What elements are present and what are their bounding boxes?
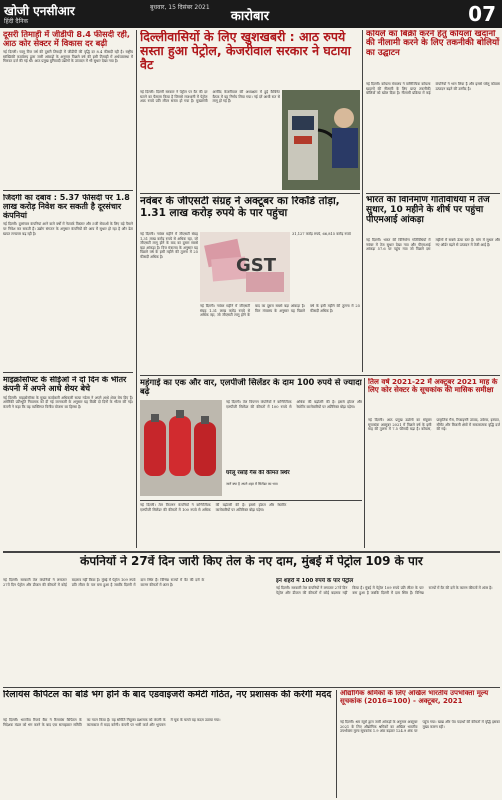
gst-figures: 31,127 करोड़ रुपये, 66,815 करोड़ रुपये (292, 232, 351, 236)
divider (140, 500, 362, 501)
article-body: नई दिल्ली। दूरसंचार कंपनियां आने वाले वर्षों में नेटवर्क विस्तार और 5जी सेवाओं के लिए बड़े पैमाने पर निवेश कर सकती हैं। उद्योग संगठन के अनुसार कंपनियों की आय में सुधार हो रहा है और डेटा खपत लगातार बढ़ रही है। (3, 222, 133, 236)
article-headline: नवंबर के जीएसटी संग्रह ने अक्टूबर का रिकॉर्ड तोड़ा, 1.31 लाख करोड़ रुपये के पार पहुंचा (140, 196, 340, 219)
article-microsoft (3, 376, 133, 548)
divider (3, 190, 133, 191)
lpg-cylinder-photo (140, 400, 222, 496)
article-body: नई दिल्ली। आठ प्रमुख उद्योगों का संयुक्त सूचकांक अक्टूबर 2021 में पिछले वर्ष के इसी माह की तुलना में 7.5 फीसदी बढ़ा है। कोयला, प्राकृतिक गैस, रिफाइनरी उत्पाद, उर्वरक, इस्पात, सीमेंट और बिजली क्षेत्रों में सकारात्मक वृद्धि दर्ज की गई। (368, 418, 500, 432)
newspaper-subtitle: हिंदी दैनिक (4, 18, 29, 25)
petrol-pump-illustration (282, 90, 360, 190)
article-body: नई दिल्ली। चालू वित्त वर्ष की दूसरी तिमाही में जीडीपी की वृद्धि दर 8.4 फीसदी रही है। राष्ट्रीय सांख्यिकी कार्यालय द्वारा जारी आंकड़ों के अनुसार पिछले वर्ष की इसी तिमाही में अर्थव्यवस्था में गिरावट दर्ज की गई थी। आठ प्रमुख बुनियादी उद्योगों के उत्पादन में भी सुधार देखा गया है। (3, 50, 133, 64)
table-title: इन शहरों में 100 रुपये के पार पेट्रोल (276, 578, 354, 584)
article-headline: दिल्लीवासियों के लिए खुशखबरी : आठ रुपये सस्ता हुआ पेट्रोल, केजरीवाल सरकार ने घटाया वैट (140, 30, 351, 72)
article-headline: जिंदगी का दबाव : 5.37 फीसदी पर 1.8 लाख करोड़ निवेश कर सकती है दूरसंचार कंपनियां (3, 194, 130, 220)
article-body: नई दिल्ली। नवंबर महीने में जीएसटी संग्रह 1.31 लाख करोड़ रुपये से अधिक रहा, जो जीएसटी लागू होने के बाद का दूसरा सबसे बड़ा आंकड़ा है। वित्त मंत्रालय के अनुसार यह पिछले वर्ष के इसी महीने की तुलना में 25 फीसदी अधिक है। (140, 232, 198, 259)
divider (3, 551, 500, 553)
issue-date: बुधवार, 15 दिसंबर 2021 (150, 4, 210, 11)
article-body: नई दिल्ली। दिल्ली सरकार ने पेट्रोल पर वैट की दर घटाने का फैसला किया है जिससे राजधानी में पेट्रोल आठ रुपये प्रति लीटर सस्ता हो गया है। मुख्यमंत्री अरविंद केजरीवाल की अध्यक्षता में हुई कैबिनेट बैठक में यह निर्णय लिया गया। नई दरें आधी रात से लागू हो गई हैं। (140, 90, 280, 104)
article-coal (366, 30, 500, 80)
article-headline: कोयले का बिक्री करने हेतु कोयला खदानों की नीलामी करने के लिए तकनीकी बोलियों का उद्घाटन (366, 30, 500, 58)
article-body: नई दिल्ली। कोयला मंत्रालय ने वाणिज्यिक कोयला खदानों की नीलामी के लिए प्राप्त तकनीकी बोलियों को खोल दिया है। नीलामी प्रक्रिया में कई कंपनियों ने भाग लिया है और इससे घरेलू कोयला उत्पादन बढ़ने की उम्मीद है। (366, 82, 500, 96)
article-body: नई दिल्ली। माइक्रोसॉफ्ट के मुख्य कार्यकारी अधिकारी सत्या नडेला ने अपने आधे शेयर बेच दिए हैं। अमेरिकी प्रतिभूति नियामक को दी गई जानकारी के अनुसार यह बिक्री दो दिनों के भीतर की गई। कंपनी ने कहा कि यह व्यक्तिगत वित्तीय योजना का हिस्सा है। (3, 395, 133, 409)
newspaper-logo: खोजी एनसीआर (4, 4, 75, 18)
column-divider (364, 378, 365, 548)
divider (140, 193, 360, 194)
table-body: नई दिल्ली। सरकारी तेल कंपनियों ने लगातार 27वें दिन पेट्रोल और डीजल की कीमतों में कोई बदलाव नहीं किया है। मुंबई में पेट्रोल 109 रुपये प्रति लीटर के पार बना हुआ है जबकि दिल्ली में दाम स्थिर हैं। विभिन्न राज्यों में वैट की दरों के कारण कीमतों में अंतर है। (276, 586, 493, 595)
article-manufacturing (366, 196, 500, 236)
article-headline: औद्योगिक श्रमिकों के लिए अखिल भारतीय उपभोक्ता मूल्य सूचकांक (2016=100) - अक्टूबर, 2021 (340, 690, 489, 705)
gst-image-label: GST (236, 255, 277, 276)
article-headline: कंपनियों ने 27वें दिन जारी किए तेल के नए दाम, मुंबई में पेट्रोल 109 के पार (80, 555, 423, 568)
article-body: नई दिल्ली। सरकारी तेल कंपनियों ने लगातार 27वें दिन पेट्रोल और डीजल की कीमतों में कोई बदलाव नहीं किया है। मुंबई में पेट्रोल 109 रुपये प्रति लीटर के पार बना हुआ है जबकि दिल्ली में दाम स्थिर हैं। विभिन्न राज्यों में वैट की दरों के कारण कीमतों में अंतर है। (3, 578, 205, 587)
divider (366, 193, 500, 194)
divider (140, 375, 500, 376)
article-lead (140, 30, 360, 88)
article-telecom (3, 194, 133, 372)
article-reliance (3, 690, 333, 716)
article-body: नई दिल्ली। श्रम ब्यूरो द्वारा जारी आंकड़ों के अनुसार अक्टूबर 2021 के लिए औद्योगिक श्रमिकों का अखिल भारतीय उपभोक्ता मूल्य सूचकांक 1.9 अंक बढ़कर 124.9 अंक पर पहुंच गया। खाद्य और पेय पदार्थों की कीमतों में वृद्धि इसका मुख्य कारण रही। (340, 720, 500, 734)
article-headline: माइक्रोसॉफ्ट के सीईओ ने दो दिन के भीतर कंपनी में अपने आधे शेयर बेचे (3, 376, 127, 393)
fuel-table (276, 578, 500, 684)
article-headline: तिल वर्ष 2021-22 में अक्टूबर 2021 माह के लिए कोर सेक्टर के सूचकांक की मासिक समीक्षा (368, 378, 498, 394)
petrol-pump-photo (282, 90, 360, 190)
article-body: नई दिल्ली। भारतीय रिजर्व बैंक ने रिलायंस कैपिटल के निदेशक मंडल को भंग करने के बाद एक सलाहकार समिति का गठन किया है। यह समिति नियुक्त प्रशासक को कंपनी के कामकाज में मदद करेगी। कंपनी पर भारी कर्ज और भुगतान में चूक के चलते यह कदम उठाया गया। (3, 718, 221, 727)
article-body-continued: नई दिल्ली। तेल विपणन कंपनियों ने वाणिज्यिक एलपीजी सिलेंडर की कीमतों में 100 रुपये से अधिक की बढ़ोतरी की है। इससे होटल और रेस्टोरेंट कारोबारियों पर अतिरिक्त बोझ पड़ेगा। (140, 503, 287, 512)
article-core-sector (368, 378, 500, 416)
article-body-continued: नई दिल्ली। नवंबर महीने में जीएसटी संग्रह 1.31 लाख करोड़ रुपये से अधिक रहा, जो जीएसटी लागू होने के बाद का दूसरा सबसे बड़ा आंकड़ा है। वित्त मंत्रालय के अनुसार यह पिछले वर्ष के इसी महीने की तुलना में 25 फीसदी अधिक है। (200, 304, 360, 318)
photo-caption: जानें क्या है अपने शहर में सिलेंडर का भाव (226, 482, 278, 486)
column-divider (336, 690, 337, 798)
article-headline: भारत की विनिर्माण गतिविधियों में तेज सुधार, 10 महीने के शीर्ष पर पहुंचा पीएमआई आंकड़ा (366, 196, 490, 225)
article-body: नई दिल्ली। तेल विपणन कंपनियों ने वाणिज्यिक एलपीजी सिलेंडर की कीमतों में 100 रुपये से अधिक की बढ़ोतरी की है। इससे होटल और रेस्टोरेंट कारोबारियों पर अतिरिक्त बोझ पड़ेगा। (226, 400, 362, 409)
article-headline: रिलायंस कैपिटल का बोर्ड भंग होने के बाद एडवाइजरी कमेटी गठित, नए प्रशासक की करेगी मदद (3, 690, 332, 700)
article-cpi (340, 690, 500, 718)
divider (3, 687, 500, 688)
article-gdp (3, 30, 133, 190)
article-subhead: घरेलू रसोई गैस की कीमत स्थिर (226, 470, 290, 476)
column-divider (362, 30, 363, 372)
article-gst (140, 196, 360, 230)
column-divider (136, 30, 137, 548)
article-headline: महंगाई का एक और वार, एलपीजी सिलेंडर के दाम 100 रुपये से ज्यादा बढ़े (140, 378, 362, 397)
masthead (0, 0, 502, 28)
article-lpg (140, 378, 362, 398)
page-number: 07 (468, 2, 496, 26)
article-body: नई दिल्ली। भारत की विनिर्माण गतिविधियों में नवंबर में तेज सुधार देखा गया और पीएमआई आंकड़ा 57.6 पर पहुंच गया जो पिछले दस महीनों में सबसे ऊंचा स्तर है। मांग में सुधार और नए ऑर्डर बढ़ने से उत्पादन में तेजी आई है। (366, 238, 500, 252)
article-headline: दूसरी तिमाही में जीडीपी 8.4 फीसदी रही, आठ कोर सेक्टर में विकास दर बढ़ी (3, 30, 130, 49)
article-fuel (3, 555, 500, 575)
section-title: कारोबार (230, 9, 270, 24)
gst-photo (200, 232, 290, 302)
divider (3, 372, 133, 373)
